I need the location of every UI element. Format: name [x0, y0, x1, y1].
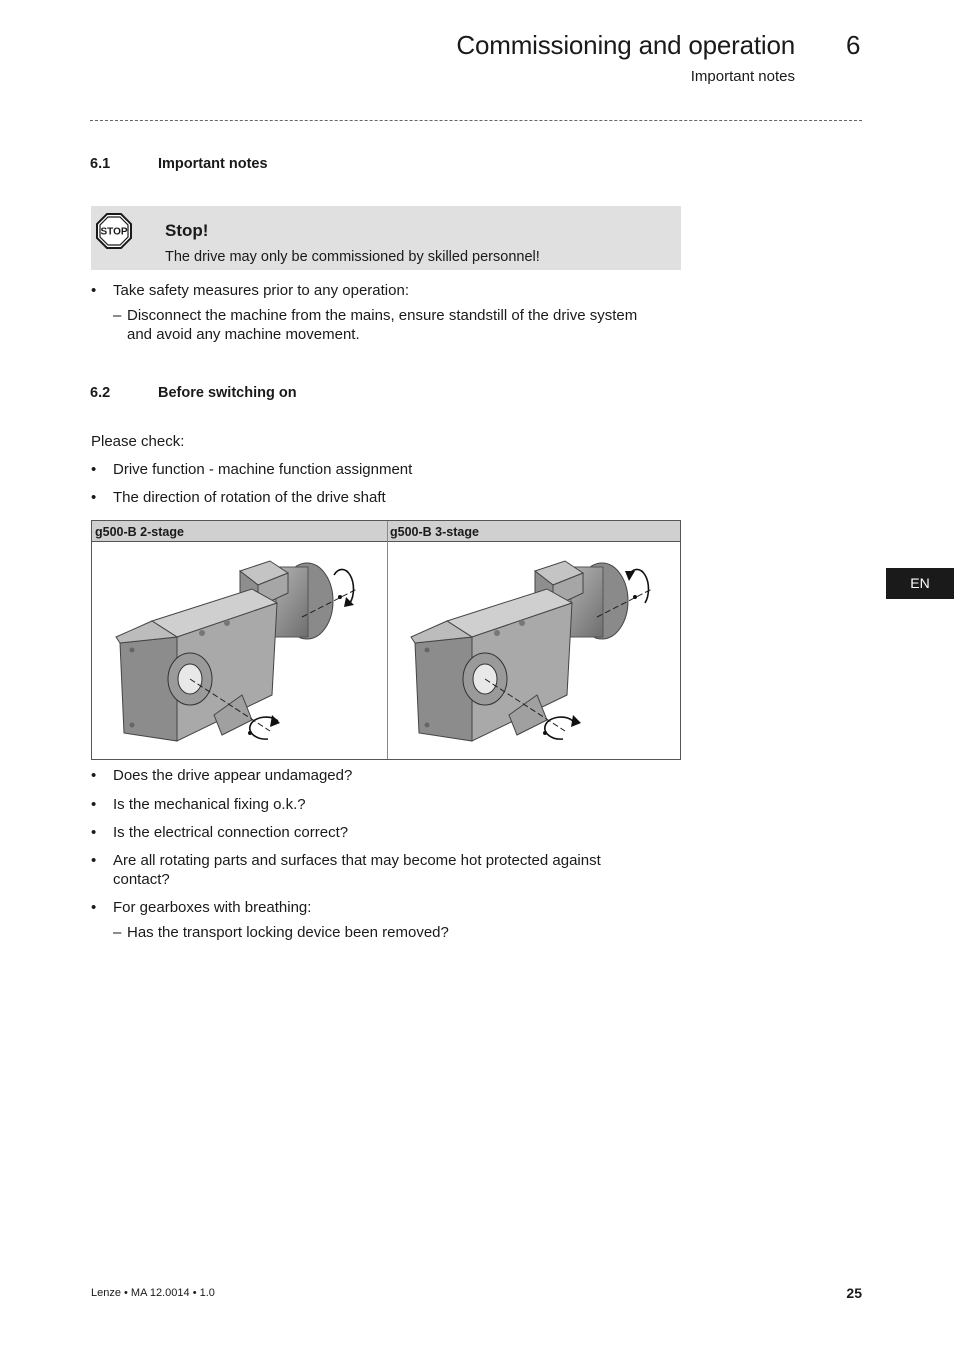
stop-text: The drive may only be commissioned by skilled personnel! — [165, 249, 540, 265]
header-divider — [90, 120, 862, 121]
chapter-title: Commissioning and operation — [456, 30, 795, 60]
check-item: Drive function - machine function assignment — [113, 461, 413, 478]
gearbox-2-stage-illustration — [102, 545, 377, 757]
bullet-marker: • — [91, 461, 97, 478]
sub-item-disconnect: Disconnect the machine from the mains, ensure standstill of the drive system — [127, 307, 638, 324]
check-item: For gearboxes with breathing: — [113, 899, 312, 916]
sub-item-transport-lock: Has the transport locking device been removed? — [127, 924, 449, 941]
check-item: The direction of rotation of the drive shaft — [113, 489, 386, 506]
figure-table — [91, 520, 681, 760]
section-subheader: Important notes — [690, 68, 795, 85]
section-title-before-switching-on: Before switching on — [158, 385, 297, 401]
footer-document-id: Lenze • MA 12.0014 • 1.0 — [91, 1287, 215, 1299]
section-number-6-1: 6.1 — [90, 156, 111, 172]
figure-divider — [387, 521, 388, 759]
bullet-safety-measures: Take safety measures prior to any operation: — [113, 282, 409, 299]
bullet-marker: • — [91, 282, 97, 299]
section-title-important-notes: Important notes — [158, 156, 268, 172]
stop-title: Stop! — [165, 221, 209, 240]
check-item-cont: contact? — [113, 871, 170, 888]
bullet-marker: • — [91, 489, 97, 506]
check-item: Is the mechanical fixing o.k.? — [113, 796, 306, 813]
check-item: Is the electrical connection correct? — [113, 824, 349, 841]
language-tab-en[interactable]: EN — [886, 568, 954, 599]
sub-item-disconnect-cont: and avoid any machine movement. — [127, 326, 360, 343]
sub-dash: – — [113, 307, 122, 324]
bullet-marker: • — [91, 767, 97, 784]
bullet-marker: • — [91, 824, 97, 841]
bullet-marker: • — [91, 899, 97, 916]
chapter-number: 6 — [846, 30, 861, 60]
sub-dash: – — [113, 924, 122, 941]
stop-sign-icon — [96, 213, 132, 254]
figure-col-header: g500-B 2-stage — [92, 521, 387, 542]
page-number: 25 — [846, 1285, 862, 1301]
bullet-marker: • — [91, 796, 97, 813]
gearbox-3-stage-illustration — [397, 545, 672, 757]
bullet-marker: • — [91, 852, 97, 869]
check-item: Does the drive appear undamaged? — [113, 767, 353, 784]
check-item: Are all rotating parts and surfaces that may become hot protected against — [113, 852, 601, 869]
please-check-text: Please check: — [91, 433, 185, 450]
section-number-6-2: 6.2 — [90, 385, 111, 401]
figure-col-header: g500-B 3-stage — [387, 521, 680, 542]
svg-text:STOP: STOP — [100, 226, 128, 238]
